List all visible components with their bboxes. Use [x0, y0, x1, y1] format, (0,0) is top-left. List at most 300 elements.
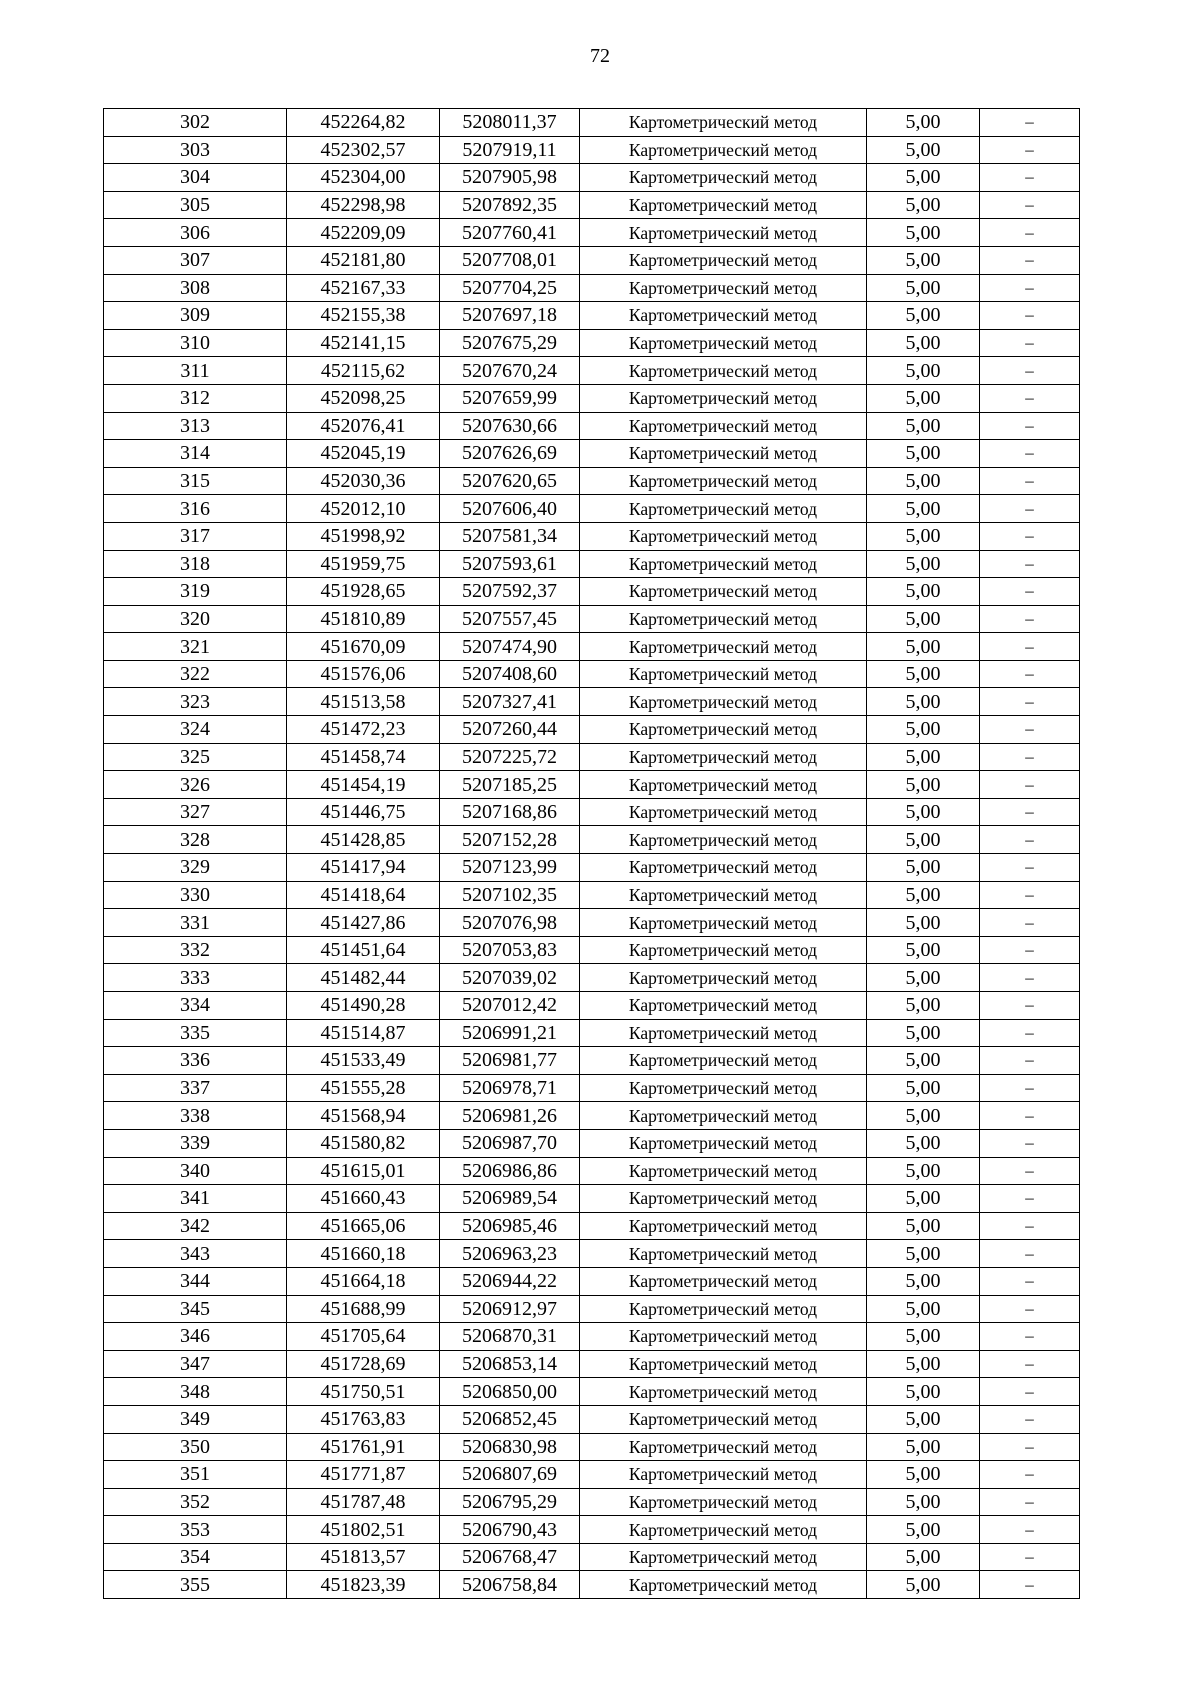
description-cell: – — [980, 1212, 1080, 1240]
method-cell: Картометрический метод — [580, 1185, 867, 1213]
method-cell: Картометрический метод — [580, 1267, 867, 1295]
y-coordinate-cell: 5206912,97 — [440, 1295, 580, 1323]
description-cell: – — [980, 964, 1080, 992]
description-cell: – — [980, 826, 1080, 854]
description-cell: – — [980, 1461, 1080, 1489]
point-number-cell: 324 — [104, 716, 287, 744]
description-cell: – — [980, 1267, 1080, 1295]
method-cell: Картометрический метод — [580, 1157, 867, 1185]
accuracy-cell: 5,00 — [867, 771, 980, 799]
accuracy-cell: 5,00 — [867, 1543, 980, 1571]
x-coordinate-cell: 451555,28 — [287, 1074, 440, 1102]
y-coordinate-cell: 5206768,47 — [440, 1543, 580, 1571]
accuracy-cell: 5,00 — [867, 1461, 980, 1489]
method-cell: Картометрический метод — [580, 1378, 867, 1406]
description-cell: – — [980, 798, 1080, 826]
x-coordinate-cell: 452045,19 — [287, 440, 440, 468]
x-coordinate-cell: 451665,06 — [287, 1212, 440, 1240]
point-number-cell: 312 — [104, 384, 287, 412]
description-cell: – — [980, 274, 1080, 302]
accuracy-cell: 5,00 — [867, 633, 980, 661]
description-cell: – — [980, 302, 1080, 330]
x-coordinate-cell: 452167,33 — [287, 274, 440, 302]
point-number-cell: 347 — [104, 1350, 287, 1378]
point-number-cell: 348 — [104, 1378, 287, 1406]
method-cell: Картометрический метод — [580, 771, 867, 799]
accuracy-cell: 5,00 — [867, 1212, 980, 1240]
x-coordinate-cell: 452304,00 — [287, 164, 440, 192]
description-cell: – — [980, 329, 1080, 357]
accuracy-cell: 5,00 — [867, 909, 980, 937]
table-row — [104, 1240, 1080, 1268]
description-cell: – — [980, 1240, 1080, 1268]
table-row — [104, 1461, 1080, 1489]
table-row — [104, 854, 1080, 882]
x-coordinate-cell: 451761,91 — [287, 1433, 440, 1461]
method-cell: Картометрический метод — [580, 550, 867, 578]
point-number-cell: 335 — [104, 1019, 287, 1047]
accuracy-cell: 5,00 — [867, 109, 980, 137]
table-row — [104, 826, 1080, 854]
y-coordinate-cell: 5206830,98 — [440, 1433, 580, 1461]
table-row — [104, 109, 1080, 137]
y-coordinate-cell: 5206850,00 — [440, 1378, 580, 1406]
method-cell: Картометрический метод — [580, 467, 867, 495]
table-row — [104, 1295, 1080, 1323]
method-cell: Картометрический метод — [580, 1212, 867, 1240]
description-cell: – — [980, 1405, 1080, 1433]
x-coordinate-cell: 451813,57 — [287, 1543, 440, 1571]
description-cell: – — [980, 1488, 1080, 1516]
table-row — [104, 1047, 1080, 1075]
accuracy-cell: 5,00 — [867, 1295, 980, 1323]
method-cell: Картометрический метод — [580, 1571, 867, 1599]
y-coordinate-cell: 5206852,45 — [440, 1405, 580, 1433]
point-number-cell: 318 — [104, 550, 287, 578]
method-cell: Картометрический метод — [580, 1047, 867, 1075]
point-number-cell: 330 — [104, 881, 287, 909]
method-cell: Картометрический метод — [580, 1405, 867, 1433]
y-coordinate-cell: 5206944,22 — [440, 1267, 580, 1295]
y-coordinate-cell: 5207675,29 — [440, 329, 580, 357]
x-coordinate-cell: 451458,74 — [287, 743, 440, 771]
description-cell: – — [980, 109, 1080, 137]
x-coordinate-cell: 451802,51 — [287, 1516, 440, 1544]
x-coordinate-cell: 451576,06 — [287, 660, 440, 688]
accuracy-cell: 5,00 — [867, 1129, 980, 1157]
method-cell: Картометрический метод — [580, 1240, 867, 1268]
description-cell: – — [980, 384, 1080, 412]
accuracy-cell: 5,00 — [867, 1019, 980, 1047]
x-coordinate-cell: 452155,38 — [287, 302, 440, 330]
accuracy-cell: 5,00 — [867, 164, 980, 192]
page-number: 72 — [590, 45, 610, 67]
table-row — [104, 605, 1080, 633]
description-cell: – — [980, 716, 1080, 744]
y-coordinate-cell: 5207905,98 — [440, 164, 580, 192]
table-row — [104, 743, 1080, 771]
description-cell: – — [980, 1433, 1080, 1461]
table-row — [104, 1405, 1080, 1433]
y-coordinate-cell: 5207408,60 — [440, 660, 580, 688]
y-coordinate-cell: 5207076,98 — [440, 909, 580, 937]
x-coordinate-cell: 451705,64 — [287, 1323, 440, 1351]
y-coordinate-cell: 5207225,72 — [440, 743, 580, 771]
method-cell: Картометрический метод — [580, 1516, 867, 1544]
x-coordinate-cell: 452012,10 — [287, 495, 440, 523]
description-cell: – — [980, 578, 1080, 606]
point-number-cell: 338 — [104, 1102, 287, 1130]
y-coordinate-cell: 5207039,02 — [440, 964, 580, 992]
table-row — [104, 909, 1080, 937]
method-cell: Картометрический метод — [580, 716, 867, 744]
description-cell: – — [980, 357, 1080, 385]
table-row — [104, 936, 1080, 964]
point-number-cell: 313 — [104, 412, 287, 440]
method-cell: Картометрический метод — [580, 191, 867, 219]
y-coordinate-cell: 5207620,65 — [440, 467, 580, 495]
accuracy-cell: 5,00 — [867, 246, 980, 274]
accuracy-cell: 5,00 — [867, 936, 980, 964]
accuracy-cell: 5,00 — [867, 522, 980, 550]
accuracy-cell: 5,00 — [867, 992, 980, 1020]
description-cell: – — [980, 633, 1080, 661]
method-cell: Картометрический метод — [580, 1323, 867, 1351]
y-coordinate-cell: 5207474,90 — [440, 633, 580, 661]
y-coordinate-cell: 5206981,77 — [440, 1047, 580, 1075]
x-coordinate-cell: 451670,09 — [287, 633, 440, 661]
point-number-cell: 342 — [104, 1212, 287, 1240]
table-row — [104, 219, 1080, 247]
description-cell: – — [980, 1543, 1080, 1571]
y-coordinate-cell: 5207581,34 — [440, 522, 580, 550]
x-coordinate-cell: 451810,89 — [287, 605, 440, 633]
point-number-cell: 322 — [104, 660, 287, 688]
y-coordinate-cell: 5206987,70 — [440, 1129, 580, 1157]
description-cell: – — [980, 1350, 1080, 1378]
accuracy-cell: 5,00 — [867, 1378, 980, 1406]
method-cell: Картометрический метод — [580, 964, 867, 992]
description-cell: – — [980, 1019, 1080, 1047]
y-coordinate-cell: 5206986,86 — [440, 1157, 580, 1185]
y-coordinate-cell: 5207327,41 — [440, 688, 580, 716]
description-cell: – — [980, 412, 1080, 440]
table-row — [104, 688, 1080, 716]
y-coordinate-cell: 5207152,28 — [440, 826, 580, 854]
description-cell: – — [980, 467, 1080, 495]
y-coordinate-cell: 5207168,86 — [440, 798, 580, 826]
point-number-cell: 316 — [104, 495, 287, 523]
y-coordinate-cell: 5207123,99 — [440, 854, 580, 882]
method-cell: Картометрический метод — [580, 1543, 867, 1571]
y-coordinate-cell: 5208011,37 — [440, 109, 580, 137]
point-number-cell: 329 — [104, 854, 287, 882]
x-coordinate-cell: 451428,85 — [287, 826, 440, 854]
coordinates-table — [103, 108, 1080, 1599]
table-row — [104, 412, 1080, 440]
description-cell: – — [980, 771, 1080, 799]
table-row — [104, 357, 1080, 385]
y-coordinate-cell: 5206758,84 — [440, 1571, 580, 1599]
x-coordinate-cell: 452115,62 — [287, 357, 440, 385]
point-number-cell: 311 — [104, 357, 287, 385]
method-cell: Картометрический метод — [580, 605, 867, 633]
description-cell: – — [980, 191, 1080, 219]
x-coordinate-cell: 451533,49 — [287, 1047, 440, 1075]
accuracy-cell: 5,00 — [867, 688, 980, 716]
y-coordinate-cell: 5207708,01 — [440, 246, 580, 274]
method-cell: Картометрический метод — [580, 578, 867, 606]
method-cell: Картометрический метод — [580, 660, 867, 688]
table-row — [104, 1129, 1080, 1157]
x-coordinate-cell: 451454,19 — [287, 771, 440, 799]
x-coordinate-cell: 451472,23 — [287, 716, 440, 744]
point-number-cell: 307 — [104, 246, 287, 274]
point-number-cell: 321 — [104, 633, 287, 661]
point-number-cell: 332 — [104, 936, 287, 964]
x-coordinate-cell: 451823,39 — [287, 1571, 440, 1599]
x-coordinate-cell: 452302,57 — [287, 136, 440, 164]
table-row — [104, 1019, 1080, 1047]
x-coordinate-cell: 451660,43 — [287, 1185, 440, 1213]
accuracy-cell: 5,00 — [867, 357, 980, 385]
y-coordinate-cell: 5206963,23 — [440, 1240, 580, 1268]
point-number-cell: 328 — [104, 826, 287, 854]
y-coordinate-cell: 5206790,43 — [440, 1516, 580, 1544]
accuracy-cell: 5,00 — [867, 1323, 980, 1351]
method-cell: Картометрический метод — [580, 246, 867, 274]
table-row — [104, 1571, 1080, 1599]
description-cell: – — [980, 1571, 1080, 1599]
x-coordinate-cell: 451688,99 — [287, 1295, 440, 1323]
point-number-cell: 326 — [104, 771, 287, 799]
point-number-cell: 336 — [104, 1047, 287, 1075]
y-coordinate-cell: 5206853,14 — [440, 1350, 580, 1378]
accuracy-cell: 5,00 — [867, 578, 980, 606]
accuracy-cell: 5,00 — [867, 1405, 980, 1433]
accuracy-cell: 5,00 — [867, 1240, 980, 1268]
method-cell: Картометрический метод — [580, 136, 867, 164]
y-coordinate-cell: 5207630,66 — [440, 412, 580, 440]
accuracy-cell: 5,00 — [867, 219, 980, 247]
accuracy-cell: 5,00 — [867, 1267, 980, 1295]
method-cell: Картометрический метод — [580, 412, 867, 440]
accuracy-cell: 5,00 — [867, 1185, 980, 1213]
x-coordinate-cell: 451959,75 — [287, 550, 440, 578]
table-row — [104, 164, 1080, 192]
y-coordinate-cell: 5207892,35 — [440, 191, 580, 219]
y-coordinate-cell: 5207697,18 — [440, 302, 580, 330]
x-coordinate-cell: 451763,83 — [287, 1405, 440, 1433]
y-coordinate-cell: 5207260,44 — [440, 716, 580, 744]
method-cell: Картометрический метод — [580, 219, 867, 247]
point-number-cell: 314 — [104, 440, 287, 468]
accuracy-cell: 5,00 — [867, 467, 980, 495]
method-cell: Картометрический метод — [580, 1019, 867, 1047]
description-cell: – — [980, 881, 1080, 909]
table-row — [104, 578, 1080, 606]
x-coordinate-cell: 452209,09 — [287, 219, 440, 247]
table-row — [104, 1157, 1080, 1185]
x-coordinate-cell: 451446,75 — [287, 798, 440, 826]
method-cell: Картометрический метод — [580, 1295, 867, 1323]
x-coordinate-cell: 452181,80 — [287, 246, 440, 274]
point-number-cell: 306 — [104, 219, 287, 247]
table-row — [104, 1488, 1080, 1516]
point-number-cell: 349 — [104, 1405, 287, 1433]
y-coordinate-cell: 5207626,69 — [440, 440, 580, 468]
point-number-cell: 334 — [104, 992, 287, 1020]
description-cell: – — [980, 246, 1080, 274]
method-cell: Картометрический метод — [580, 688, 867, 716]
description-cell: – — [980, 1185, 1080, 1213]
accuracy-cell: 5,00 — [867, 1102, 980, 1130]
point-number-cell: 319 — [104, 578, 287, 606]
x-coordinate-cell: 451514,87 — [287, 1019, 440, 1047]
table-row — [104, 1350, 1080, 1378]
accuracy-cell: 5,00 — [867, 964, 980, 992]
description-cell: – — [980, 1129, 1080, 1157]
y-coordinate-cell: 5207102,35 — [440, 881, 580, 909]
point-number-cell: 355 — [104, 1571, 287, 1599]
accuracy-cell: 5,00 — [867, 495, 980, 523]
table-row — [104, 633, 1080, 661]
table-row — [104, 881, 1080, 909]
table-row — [104, 1516, 1080, 1544]
table-row — [104, 771, 1080, 799]
accuracy-cell: 5,00 — [867, 1157, 980, 1185]
method-cell: Картометрический метод — [580, 1433, 867, 1461]
x-coordinate-cell: 451482,44 — [287, 964, 440, 992]
method-cell: Картометрический метод — [580, 1074, 867, 1102]
y-coordinate-cell: 5206989,54 — [440, 1185, 580, 1213]
x-coordinate-cell: 452141,15 — [287, 329, 440, 357]
accuracy-cell: 5,00 — [867, 1047, 980, 1075]
point-number-cell: 351 — [104, 1461, 287, 1489]
point-number-cell: 309 — [104, 302, 287, 330]
point-number-cell: 320 — [104, 605, 287, 633]
description-cell: – — [980, 495, 1080, 523]
point-number-cell: 304 — [104, 164, 287, 192]
x-coordinate-cell: 451451,64 — [287, 936, 440, 964]
method-cell: Картометрический метод — [580, 164, 867, 192]
point-number-cell: 302 — [104, 109, 287, 137]
method-cell: Картометрический метод — [580, 992, 867, 1020]
point-number-cell: 327 — [104, 798, 287, 826]
point-number-cell: 352 — [104, 1488, 287, 1516]
description-cell: – — [980, 854, 1080, 882]
accuracy-cell: 5,00 — [867, 302, 980, 330]
accuracy-cell: 5,00 — [867, 854, 980, 882]
accuracy-cell: 5,00 — [867, 826, 980, 854]
point-number-cell: 315 — [104, 467, 287, 495]
description-cell: – — [980, 688, 1080, 716]
method-cell: Картометрический метод — [580, 357, 867, 385]
accuracy-cell: 5,00 — [867, 1350, 980, 1378]
description-cell: – — [980, 1295, 1080, 1323]
accuracy-cell: 5,00 — [867, 550, 980, 578]
point-number-cell: 353 — [104, 1516, 287, 1544]
point-number-cell: 308 — [104, 274, 287, 302]
description-cell: – — [980, 1378, 1080, 1406]
method-cell: Картометрический метод — [580, 440, 867, 468]
method-cell: Картометрический метод — [580, 854, 867, 882]
y-coordinate-cell: 5207557,45 — [440, 605, 580, 633]
point-number-cell: 331 — [104, 909, 287, 937]
method-cell: Картометрический метод — [580, 384, 867, 412]
x-coordinate-cell: 451417,94 — [287, 854, 440, 882]
x-coordinate-cell: 451664,18 — [287, 1267, 440, 1295]
y-coordinate-cell: 5207012,42 — [440, 992, 580, 1020]
accuracy-cell: 5,00 — [867, 716, 980, 744]
point-number-cell: 325 — [104, 743, 287, 771]
method-cell: Картометрический метод — [580, 936, 867, 964]
description-cell: – — [980, 522, 1080, 550]
point-number-cell: 337 — [104, 1074, 287, 1102]
method-cell: Картометрический метод — [580, 1102, 867, 1130]
method-cell: Картометрический метод — [580, 522, 867, 550]
description-cell: – — [980, 605, 1080, 633]
table-row — [104, 1543, 1080, 1571]
accuracy-cell: 5,00 — [867, 412, 980, 440]
point-number-cell: 323 — [104, 688, 287, 716]
y-coordinate-cell: 5207704,25 — [440, 274, 580, 302]
accuracy-cell: 5,00 — [867, 743, 980, 771]
x-coordinate-cell: 451513,58 — [287, 688, 440, 716]
table-row — [104, 467, 1080, 495]
method-cell: Картометрический метод — [580, 1461, 867, 1489]
table-row — [104, 1185, 1080, 1213]
y-coordinate-cell: 5207592,37 — [440, 578, 580, 606]
x-coordinate-cell: 451615,01 — [287, 1157, 440, 1185]
accuracy-cell: 5,00 — [867, 881, 980, 909]
x-coordinate-cell: 451580,82 — [287, 1129, 440, 1157]
y-coordinate-cell: 5207760,41 — [440, 219, 580, 247]
table-row — [104, 522, 1080, 550]
table-row — [104, 246, 1080, 274]
method-cell: Картометрический метод — [580, 826, 867, 854]
x-coordinate-cell: 451418,64 — [287, 881, 440, 909]
table-row — [104, 329, 1080, 357]
table-row — [104, 191, 1080, 219]
accuracy-cell: 5,00 — [867, 1571, 980, 1599]
y-coordinate-cell: 5206985,46 — [440, 1212, 580, 1240]
table-row — [104, 798, 1080, 826]
accuracy-cell: 5,00 — [867, 605, 980, 633]
point-number-cell: 350 — [104, 1433, 287, 1461]
accuracy-cell: 5,00 — [867, 1488, 980, 1516]
description-cell: – — [980, 219, 1080, 247]
point-number-cell: 305 — [104, 191, 287, 219]
method-cell: Картометрический метод — [580, 633, 867, 661]
accuracy-cell: 5,00 — [867, 440, 980, 468]
description-cell: – — [980, 1074, 1080, 1102]
accuracy-cell: 5,00 — [867, 274, 980, 302]
y-coordinate-cell: 5206981,26 — [440, 1102, 580, 1130]
table-row — [104, 495, 1080, 523]
y-coordinate-cell: 5207606,40 — [440, 495, 580, 523]
method-cell: Картометрический метод — [580, 798, 867, 826]
accuracy-cell: 5,00 — [867, 1074, 980, 1102]
description-cell: – — [980, 164, 1080, 192]
table-row — [104, 660, 1080, 688]
table-row — [104, 1378, 1080, 1406]
accuracy-cell: 5,00 — [867, 1516, 980, 1544]
method-cell: Картометрический метод — [580, 302, 867, 330]
x-coordinate-cell: 452076,41 — [287, 412, 440, 440]
description-cell: – — [980, 1102, 1080, 1130]
description-cell: – — [980, 1157, 1080, 1185]
